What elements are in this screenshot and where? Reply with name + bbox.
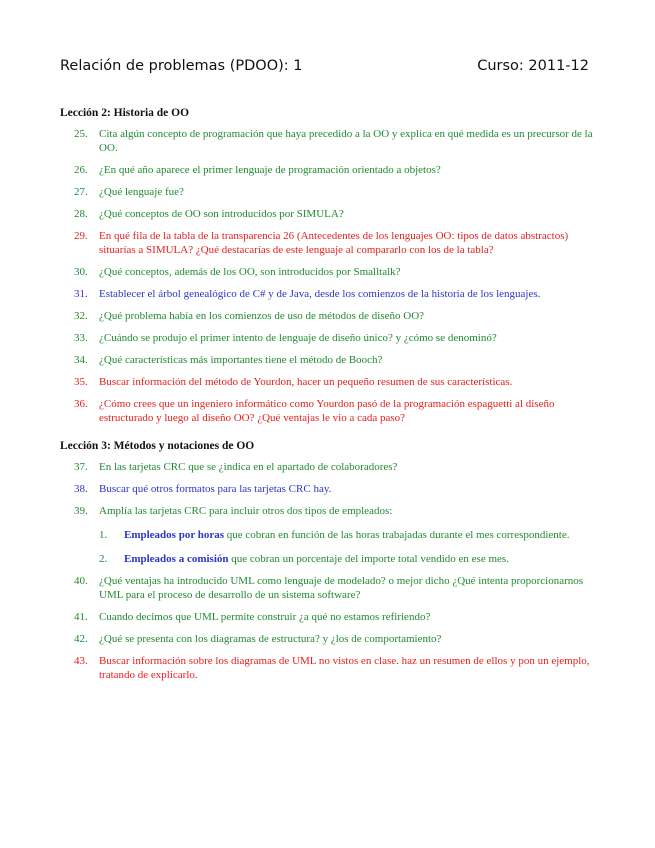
item-number: 39. (74, 505, 88, 517)
list-item (74, 229, 594, 257)
item-number: 40. (74, 575, 88, 587)
item-number: 28. (74, 208, 88, 220)
item-text: ¿Qué problema había en los comienzos de uso de métodos de diseño OO? (99, 310, 425, 322)
sublist-item (99, 552, 594, 566)
item-text: Cita algún concepto de programación que haya precedido a la OO y explica en qué medida es un precursor de la OO. (99, 128, 593, 154)
employee-types-sublist (99, 528, 594, 566)
subitem-text: que cobran en función de las horas trabajadas durante el mes correspondiente. (224, 529, 570, 541)
item-text: Establecer el árbol genealógico de C# y de Java, desde los comienzos de la historia de los lenguajes. (99, 288, 541, 300)
course-label: Curso: 2011-12 (477, 58, 589, 74)
lesson-3-list (74, 460, 594, 682)
item-text: ¿Qué conceptos, además de los OO, son introducidos por Smalltalk? (99, 266, 401, 278)
list-item (74, 460, 594, 474)
item-text: ¿Qué ventajas ha introducido UML como lenguaje de modelado? o mejor dicho ¿Qué intenta proporcionarnos UML para el proceso de desarrollo de un sistema software? (99, 575, 584, 601)
item-number: 31. (74, 288, 88, 300)
item-number: 42. (74, 633, 88, 645)
list-item (74, 504, 594, 566)
item-text: En qué fila de la tabla de la transparencia 26 (Antecedentes de los lenguajes OO: tipos de datos abstractos) situarías a SIMULA? ¿Qué destacarías de este lenguaje al compararlo con los de la tabla? (99, 230, 569, 256)
item-number: 25. (74, 128, 88, 140)
list-item (74, 375, 594, 389)
list-item (74, 574, 594, 602)
list-item (74, 163, 594, 177)
item-number: 35. (74, 376, 88, 388)
item-text: Buscar qué otros formatos para las tarjetas CRC hay. (99, 483, 332, 495)
list-item (74, 127, 594, 155)
list-item (74, 265, 594, 279)
subitem-bold: Empleados por horas (124, 529, 225, 541)
list-item (74, 353, 594, 367)
list-item (74, 610, 594, 624)
item-number: 27. (74, 186, 88, 198)
item-text: ¿Cómo crees que un ingeniero informático como Yourdon pasó de la programación espaguetti al diseño estructurado y luego al diseño OO? ¿Qué ventajas le vio a cada paso? (99, 398, 555, 424)
list-item (74, 185, 594, 199)
list-item (74, 397, 594, 425)
list-item (74, 654, 594, 682)
list-item (74, 207, 594, 221)
lesson-3-title: Lección 3: Métodos y notaciones de OO (60, 440, 255, 452)
item-text: ¿Qué se presenta con los diagramas de estructura? y ¿los de comportamiento? (99, 633, 442, 645)
item-number: 43. (74, 655, 88, 667)
item-number: 34. (74, 354, 88, 366)
item-text: Buscar información sobre los diagramas de UML no vistos en clase. haz un resumen de ellos y pon un ejemplo, tratando de explicarlo. (99, 655, 590, 681)
subitem-number: 2. (99, 553, 108, 565)
list-item (74, 309, 594, 323)
item-number: 26. (74, 164, 88, 176)
item-number: 37. (74, 461, 88, 473)
item-number: 32. (74, 310, 88, 322)
item-text: Amplía las tarjetas CRC para incluir otros dos tipos de empleados: (99, 505, 393, 517)
item-number: 38. (74, 483, 88, 495)
item-text: ¿Qué lenguaje fue? (99, 186, 184, 198)
page-header (60, 58, 589, 80)
list-item (74, 632, 594, 646)
item-number: 36. (74, 398, 88, 410)
item-number: 33. (74, 332, 88, 344)
subitem-number: 1. (99, 529, 108, 541)
list-item (74, 331, 594, 345)
item-number: 30. (74, 266, 88, 278)
lesson-2-list (74, 127, 594, 425)
item-text: ¿Cuándo se produjo el primer intento de lenguaje de diseño único? y ¿cómo se denominó? (99, 332, 497, 344)
lesson-2-title: Lección 2: Historia de OO (60, 107, 190, 119)
item-number: 41. (74, 611, 88, 623)
subitem-text: que cobran un porcentaje del importe total vendido en ese mes. (228, 553, 509, 565)
item-text: ¿Qué características más importantes tiene el método de Booch? (99, 354, 383, 366)
sublist-item (99, 528, 594, 542)
item-text: Buscar información del método de Yourdon, hacer un pequeño resumen de sus características. (99, 376, 513, 388)
list-item (74, 482, 594, 496)
item-text: En las tarjetas CRC que se ¿indica en el apartado de colaboradores? (99, 461, 398, 473)
document-title: Relación de problemas (PDOO): 1 (60, 58, 303, 74)
item-number: 29. (74, 230, 88, 242)
item-text: ¿En qué año aparece el primer lenguaje de programación orientado a objetos? (99, 164, 441, 176)
item-text: Cuando decimos que UML permite construir ¿a qué no estamos refiriendo? (99, 611, 431, 623)
list-item (74, 287, 594, 301)
item-text: ¿Qué conceptos de OO son introducidos por SIMULA? (99, 208, 344, 220)
subitem-bold: Empleados a comisión (124, 553, 229, 565)
